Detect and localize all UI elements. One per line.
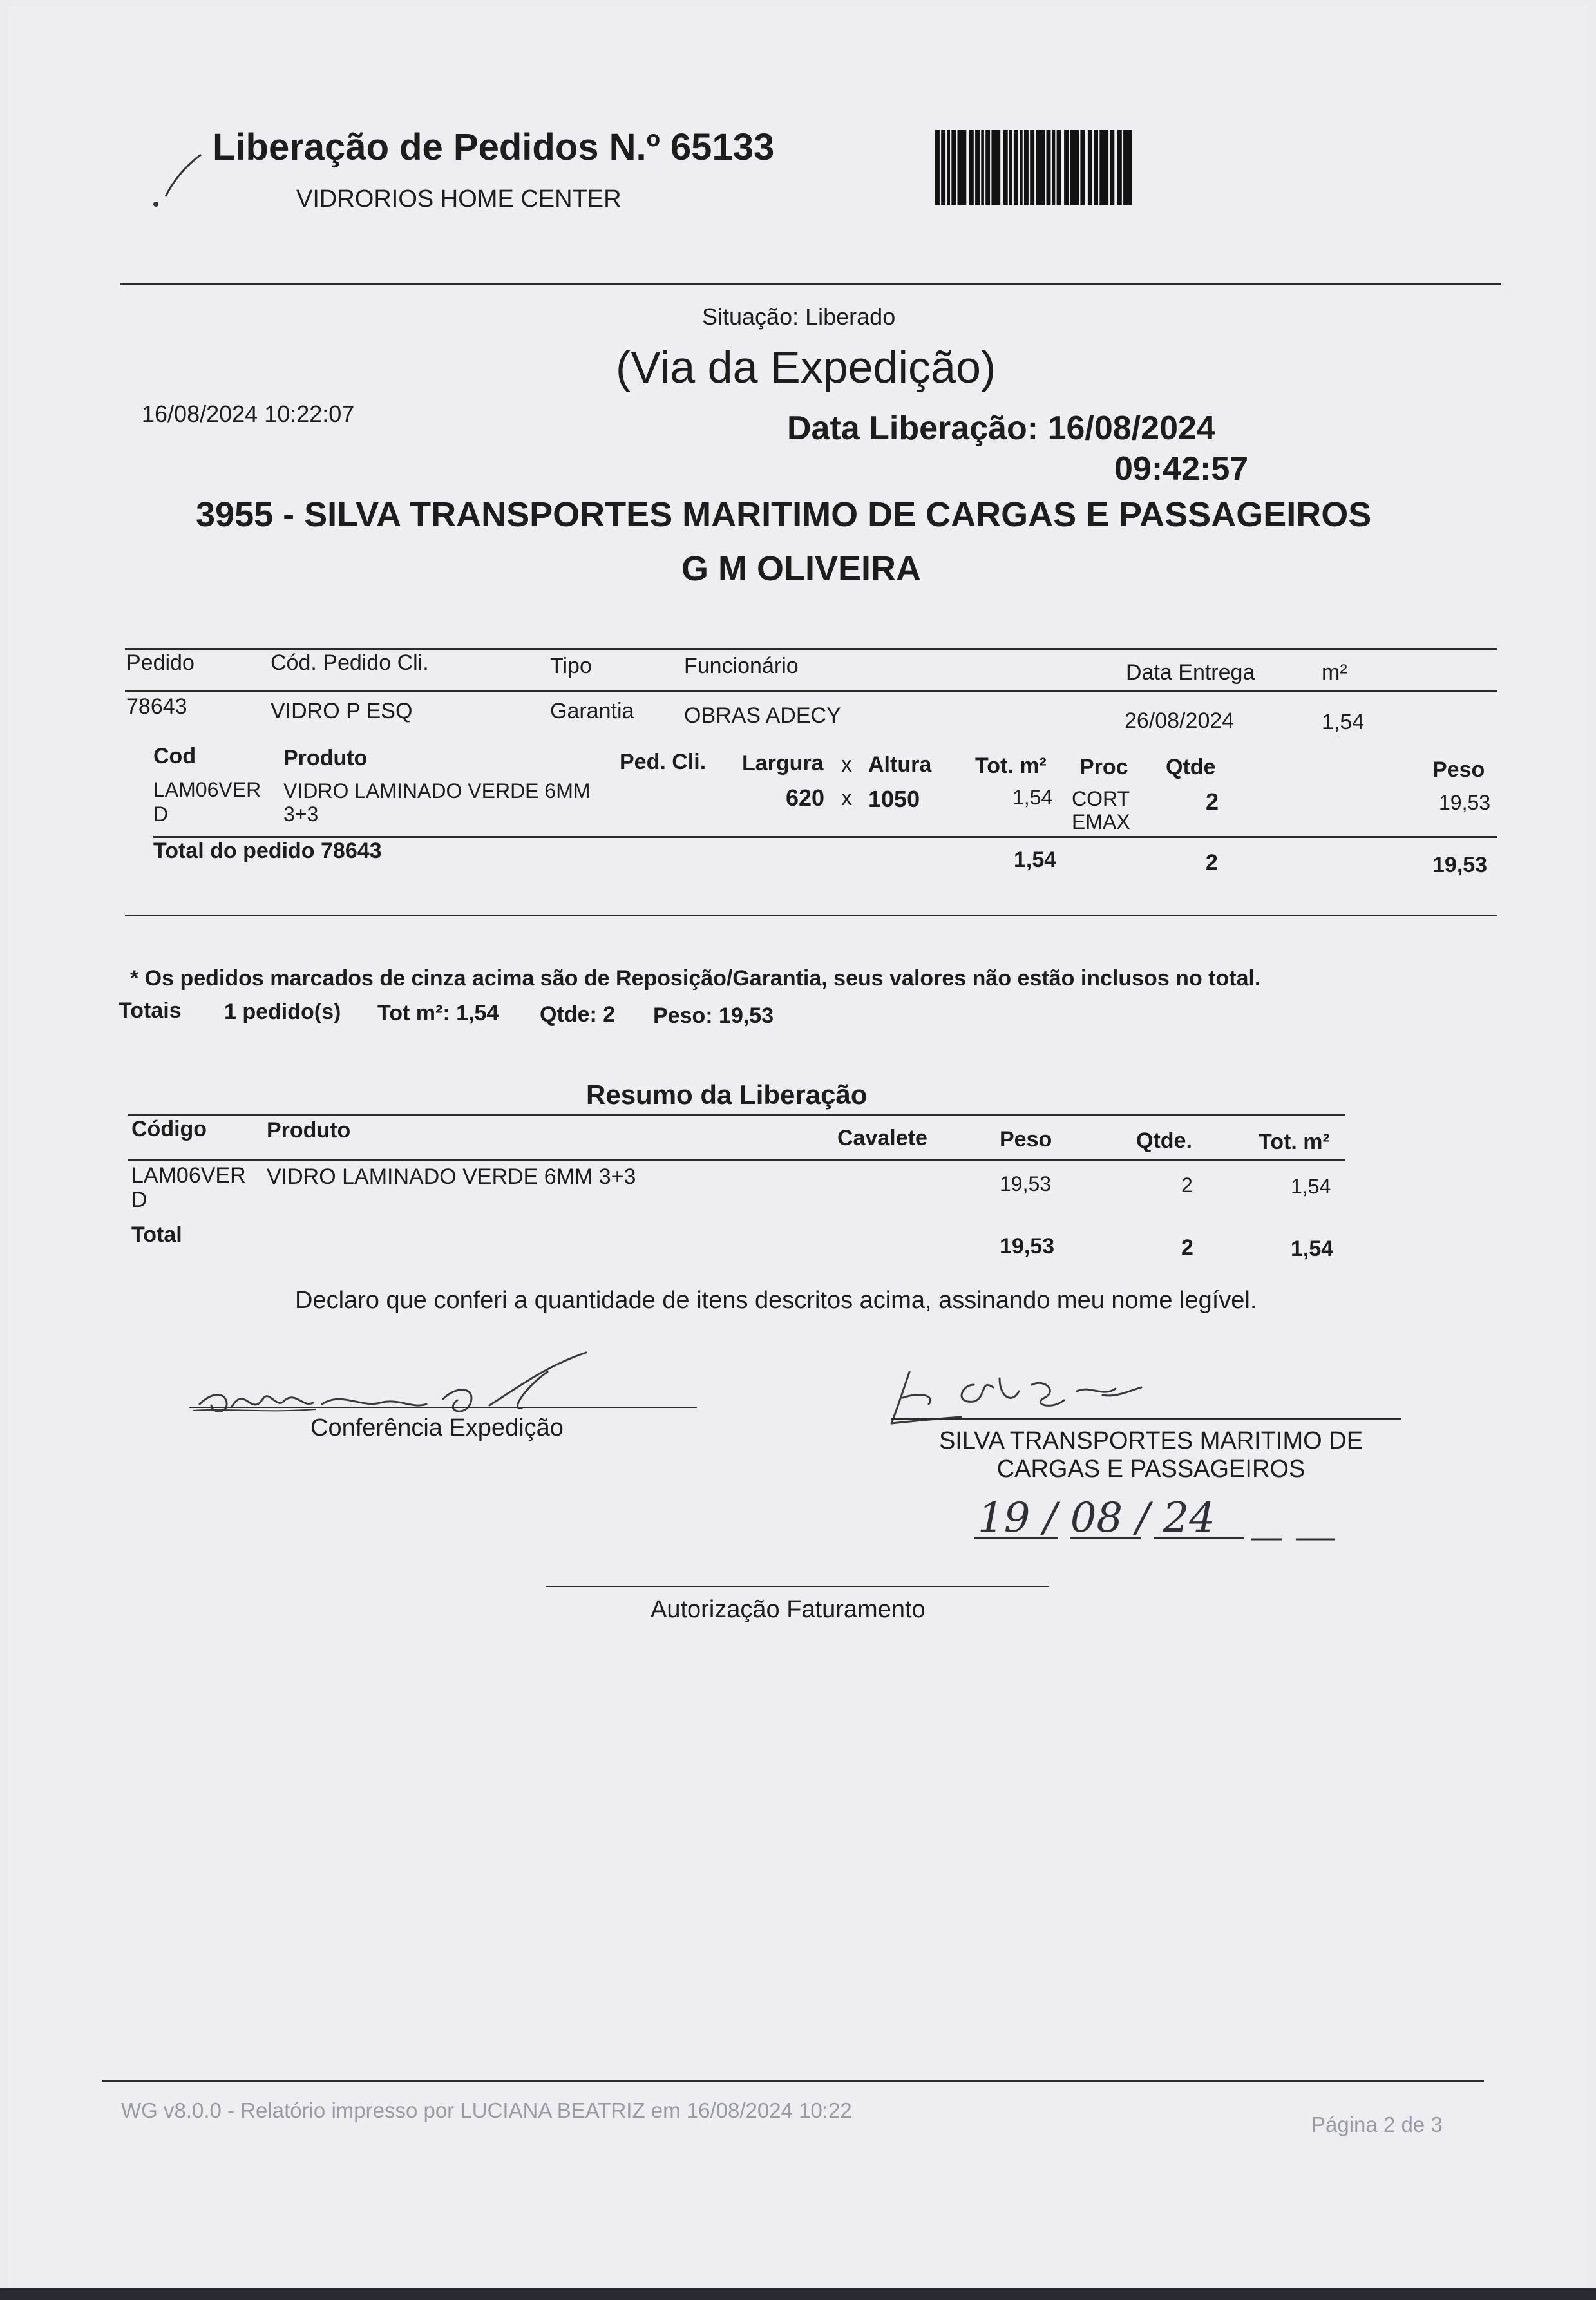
order-total-peso: 19,53: [1432, 853, 1488, 877]
data-liberacao: Data Liberação: 16/08/2024: [787, 410, 1215, 447]
totais-m2: Tot m²: 1,54: [377, 1001, 499, 1025]
date-underline: [974, 1533, 1347, 1546]
summary-total-qtde: 2: [1181, 1235, 1193, 1260]
order-tipo: Garantia: [550, 699, 634, 723]
totais-pedidos: 1 pedido(s): [224, 1000, 341, 1024]
barcode-bar: [1030, 130, 1034, 205]
summary-total-label: Total: [131, 1222, 182, 1247]
item-header-largura: Largura: [742, 751, 824, 775]
barcode-bar: [1080, 130, 1085, 205]
item-proc-line1: CORT: [1072, 787, 1130, 810]
summary-total-peso: 19,53: [1000, 1234, 1055, 1259]
printed-timestamp: 16/08/2024 10:22:07: [142, 401, 355, 427]
item-header-x: x: [841, 752, 852, 777]
order-total-rule: [153, 836, 1497, 838]
order-data-entrega: 26/08/2024: [1125, 708, 1235, 733]
barcode-bar: [969, 130, 974, 205]
summary-title: Resumo da Liberação: [586, 1079, 868, 1110]
header-divider: [120, 283, 1501, 285]
declaration-text: Declaro que conferi a quantidade de itens descritos acima, assinando meu nome legível.: [295, 1287, 1257, 1314]
barcode-bar: [1036, 130, 1045, 205]
item-produto-line2: 3+3: [283, 803, 319, 826]
conferencia-signature-line: [189, 1407, 697, 1408]
footer-page-number: Página 2 de 3: [1311, 2113, 1443, 2136]
summary-top-rule: [128, 1114, 1345, 1116]
barcode-bar: [985, 130, 990, 205]
barcode-bar: [991, 130, 1000, 205]
document-page: [8, 6, 1587, 2290]
client-subname: G M OLIVEIRA: [681, 549, 922, 588]
order-total-m2: 1,54: [1014, 848, 1057, 872]
order-table-bottom-rule: [125, 915, 1497, 916]
item-cod-line2: D: [153, 803, 169, 826]
order-cod-pedido-cli: VIDRO P ESQ: [271, 699, 413, 723]
client-signature-line1: SILVA TRANSPORTES MARITIMO DE: [938, 1427, 1363, 1454]
item-largura: 620: [786, 784, 825, 811]
item-header-peso: Peso: [1432, 757, 1485, 782]
barcode-bar: [1047, 130, 1051, 205]
order-total-label: Total do pedido 78643: [153, 839, 382, 863]
client-name: 3955 - SILVA TRANSPORTES MARITIMO DE CARGAS E PASSAGEIROS: [196, 495, 1372, 534]
order-m2: 1,54: [1322, 710, 1365, 734]
item-altura: 1050: [868, 786, 920, 812]
conferencia-label: Conferência Expedição: [310, 1414, 564, 1441]
item-tot-m2: 1,54: [1012, 786, 1053, 809]
summary-header-rule: [128, 1159, 1345, 1161]
barcode-bar: [941, 130, 945, 205]
barcode-bar: [981, 130, 984, 205]
summary-produto: VIDRO LAMINADO VERDE 6MM 3+3: [267, 1164, 636, 1189]
client-signature-line2: CARGAS E PASSAGEIROS: [996, 1456, 1306, 1483]
summary-codigo-line2: D: [131, 1188, 147, 1212]
summary-header-peso: Peso: [1000, 1127, 1052, 1152]
order-total-qtde: 2: [1206, 850, 1218, 875]
totais-label: Totais: [119, 998, 182, 1023]
barcode: [935, 130, 1186, 205]
barcode-bar: [1024, 130, 1029, 205]
barcode-bar: [1052, 130, 1056, 205]
barcode-bar: [1088, 130, 1092, 205]
order-pedido: 78643: [126, 694, 187, 719]
barcode-bar: [1117, 130, 1122, 205]
scan-bottom-edge: [0, 2288, 1596, 2300]
barcode-bar: [1099, 130, 1108, 205]
barcode-bar: [951, 130, 956, 205]
barcode-bar: [1064, 130, 1069, 205]
barcode-bar: [935, 130, 940, 205]
item-produto-line1: VIDRO LAMINADO VERDE 6MM: [283, 779, 591, 803]
totais-qtde: Qtde: 2: [540, 1002, 616, 1027]
item-proc-line2: EMAX: [1072, 810, 1130, 833]
summary-header-codigo: Código: [131, 1117, 207, 1141]
col-header-data-entrega: Data Entrega: [1126, 660, 1255, 685]
company-name: VIDRORIOS HOME CENTER: [296, 185, 622, 213]
summary-tot-m2: 1,54: [1291, 1175, 1331, 1198]
barcode-bar: [1014, 130, 1018, 205]
item-header-tot-m2: Tot. m²: [975, 754, 1047, 778]
col-header-funcionario: Funcionário: [684, 654, 799, 678]
item-header-cod: Cod: [153, 744, 196, 768]
summary-header-cavalete: Cavalete: [837, 1126, 927, 1150]
col-header-pedido: Pedido: [126, 651, 195, 675]
item-header-produto: Produto: [283, 746, 368, 770]
barcode-bar: [1110, 130, 1114, 205]
situacao-text: Situação: Liberado: [702, 303, 896, 330]
footer-printed-by: WG v8.0.0 - Relatório impresso por LUCIANA BEATRIZ em 16/08/2024 10:22: [121, 2098, 852, 2122]
barcode-bar: [1003, 130, 1008, 205]
client-signature-line: [891, 1418, 1401, 1420]
order-table-header-rule: [125, 690, 1497, 692]
barcode-bar: [1070, 130, 1079, 205]
header-pen-mark: [143, 151, 207, 209]
summary-header-tot-m2: Tot. m²: [1259, 1130, 1330, 1154]
item-cod-line1: LAM06VER: [153, 778, 261, 801]
item-header-ped-cli: Ped. Cli.: [620, 750, 707, 774]
item-header-qtde: Qtde: [1166, 755, 1216, 779]
summary-header-produto: Produto: [267, 1118, 351, 1143]
summary-total-tot-m2: 1,54: [1291, 1237, 1334, 1261]
barcode-bar: [958, 130, 967, 205]
note-text: * Os pedidos marcados de cinza acima são de Reposição/Garantia, seus valores não estão inclusos no total.: [130, 966, 1261, 991]
footer-rule: [102, 2080, 1484, 2082]
barcode-bar: [1057, 130, 1061, 205]
barcode-bar: [1020, 130, 1023, 205]
handwritten-date: 19 / 08 / 24: [978, 1494, 1215, 1542]
barcode-bar: [975, 130, 980, 205]
summary-header-qtde: Qtde.: [1136, 1128, 1192, 1153]
summary-codigo-line1: LAM06VER: [131, 1163, 246, 1188]
item-qtde: 2: [1206, 788, 1219, 815]
col-header-tipo: Tipo: [550, 654, 592, 678]
via-title: (Via da Expedição): [616, 342, 996, 392]
barcode-bar: [1009, 130, 1012, 205]
item-x: x: [841, 786, 852, 810]
data-liberacao-time: 09:42:57: [1114, 450, 1249, 488]
item-header-proc: Proc: [1079, 755, 1128, 779]
order-table-top-rule: [125, 648, 1497, 650]
barcode-bar: [1094, 130, 1098, 205]
document-title: Liberação de Pedidos N.º 65133: [213, 126, 775, 168]
summary-peso: 19,53: [1000, 1172, 1052, 1195]
barcode-bar: [1123, 130, 1132, 205]
item-header-altura: Altura: [868, 752, 932, 777]
item-peso: 19,53: [1439, 791, 1491, 814]
autorizacao-signature-line: [546, 1586, 1049, 1587]
col-header-m2: m²: [1322, 660, 1347, 685]
order-funcionario: OBRAS ADECY: [684, 703, 841, 728]
autorizacao-label: Autorização Faturamento: [651, 1596, 926, 1623]
summary-qtde: 2: [1181, 1174, 1193, 1197]
col-header-cod-pedido-cli: Cód. Pedido Cli.: [271, 651, 429, 675]
barcode-bar: [947, 130, 950, 205]
totais-peso: Peso: 19,53: [653, 1003, 774, 1028]
